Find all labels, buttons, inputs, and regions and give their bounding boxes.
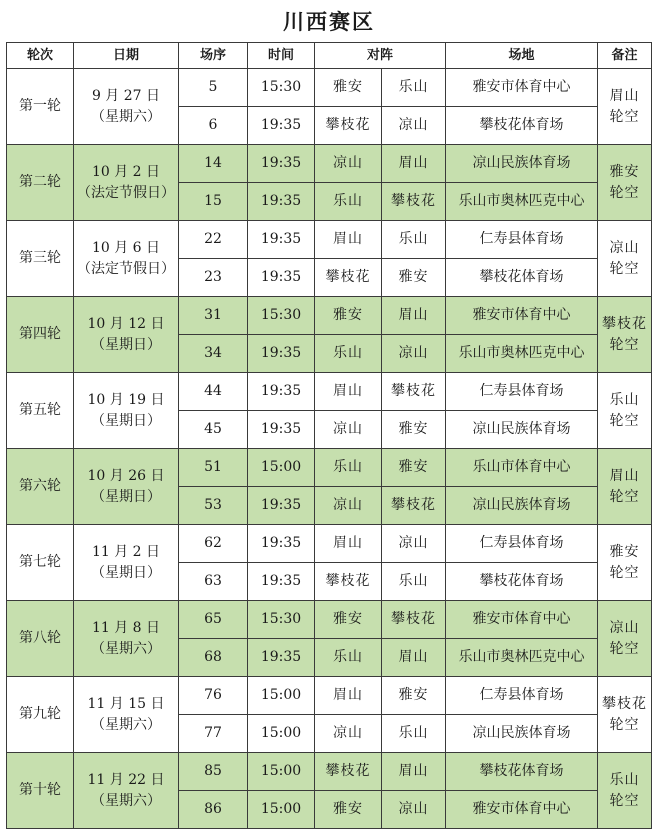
date-cell — [74, 601, 179, 677]
away-team-cell: 雅安 — [382, 449, 446, 487]
table-row — [7, 373, 652, 411]
table-row — [7, 601, 652, 639]
match-no-cell: 77 — [179, 715, 248, 753]
date-text: 10 月 2 日 — [91, 163, 161, 180]
schedule-table — [6, 42, 652, 829]
home-team-cell: 凉山 — [315, 715, 382, 753]
home-team-cell: 凉山 — [315, 411, 382, 449]
home-team-cell: 雅安 — [315, 791, 382, 829]
time-cell: 19:35 — [248, 259, 315, 297]
time-cell: 15:30 — [248, 601, 315, 639]
header-match-no: 场序 — [179, 43, 248, 69]
weekday-text: （法定节假日） — [77, 260, 175, 277]
away-team-cell: 眉山 — [382, 297, 446, 335]
home-team-cell: 乐山 — [315, 639, 382, 677]
match-no-cell: 22 — [179, 221, 248, 259]
header-venue: 场地 — [446, 43, 598, 69]
note-cell: 眉山 轮空 — [598, 69, 652, 145]
note-cell: 眉山 轮空 — [598, 449, 652, 525]
table-row — [7, 525, 652, 563]
away-team-cell: 凉山 — [382, 791, 446, 829]
note-cell: 雅安 轮空 — [598, 145, 652, 221]
date-text: 11 月 8 日 — [91, 619, 161, 636]
time-cell: 19:35 — [248, 183, 315, 221]
time-cell: 15:30 — [248, 69, 315, 107]
time-cell: 19:35 — [248, 221, 315, 259]
away-team-cell: 攀枝花 — [382, 601, 446, 639]
header-note: 备注 — [598, 43, 652, 69]
match-no-cell: 6 — [179, 107, 248, 145]
round-cell: 第三轮 — [7, 221, 74, 297]
home-team-cell: 雅安 — [315, 297, 382, 335]
date-text: 10 月 6 日 — [91, 239, 161, 256]
header-round: 轮次 — [7, 43, 74, 69]
time-cell: 19:35 — [248, 373, 315, 411]
date-cell — [74, 145, 179, 221]
venue-cell: 攀枝花体育场 — [446, 753, 598, 791]
venue-cell: 仁寿县体育场 — [446, 221, 598, 259]
time-cell: 15:30 — [248, 297, 315, 335]
venue-cell: 乐山市奥林匹克中心 — [446, 639, 598, 677]
venue-cell: 攀枝花体育场 — [446, 259, 598, 297]
round-cell: 第八轮 — [7, 601, 74, 677]
time-cell: 19:35 — [248, 639, 315, 677]
weekday-text: （星期六） — [91, 792, 161, 809]
header-row — [7, 43, 652, 69]
time-cell: 19:35 — [248, 525, 315, 563]
venue-cell: 仁寿县体育场 — [446, 677, 598, 715]
home-team-cell: 凉山 — [315, 487, 382, 525]
time-cell: 15:00 — [248, 677, 315, 715]
note-cell: 凉山 轮空 — [598, 601, 652, 677]
home-team-cell: 乐山 — [315, 183, 382, 221]
home-team-cell: 乐山 — [315, 449, 382, 487]
match-no-cell: 65 — [179, 601, 248, 639]
home-team-cell: 攀枝花 — [315, 563, 382, 601]
venue-cell: 仁寿县体育场 — [446, 525, 598, 563]
time-cell: 19:35 — [248, 487, 315, 525]
note-cell: 雅安 轮空 — [598, 525, 652, 601]
away-team-cell: 攀枝花 — [382, 183, 446, 221]
page-title: 川西赛区 — [283, 9, 375, 34]
venue-cell: 雅安市体育中心 — [446, 791, 598, 829]
date-cell — [74, 297, 179, 373]
away-team-cell: 乐山 — [382, 69, 446, 107]
home-team-cell: 雅安 — [315, 601, 382, 639]
match-no-cell: 45 — [179, 411, 248, 449]
time-cell: 15:00 — [248, 715, 315, 753]
date-cell — [74, 753, 179, 829]
home-team-cell: 攀枝花 — [315, 107, 382, 145]
away-team-cell: 凉山 — [382, 525, 446, 563]
match-no-cell: 5 — [179, 69, 248, 107]
date-cell — [74, 449, 179, 525]
home-team-cell: 攀枝花 — [315, 259, 382, 297]
date-text: 10 月 26 日 — [87, 467, 165, 484]
home-team-cell: 眉山 — [315, 373, 382, 411]
weekday-text: （星期日） — [91, 336, 161, 353]
venue-cell: 凉山民族体育场 — [446, 411, 598, 449]
note-cell: 攀枝花 轮空 — [598, 677, 652, 753]
away-team-cell: 乐山 — [382, 221, 446, 259]
header-matchup: 对阵 — [315, 43, 446, 69]
away-team-cell: 乐山 — [382, 715, 446, 753]
round-cell: 第四轮 — [7, 297, 74, 373]
venue-cell: 仁寿县体育场 — [446, 373, 598, 411]
time-cell: 19:35 — [248, 335, 315, 373]
time-cell: 19:35 — [248, 145, 315, 183]
note-cell: 乐山 轮空 — [598, 753, 652, 829]
venue-cell: 乐山市奥林匹克中心 — [446, 183, 598, 221]
venue-cell: 雅安市体育中心 — [446, 601, 598, 639]
match-no-cell: 31 — [179, 297, 248, 335]
match-no-cell: 44 — [179, 373, 248, 411]
date-text: 9 月 27 日 — [91, 87, 161, 104]
round-cell: 第九轮 — [7, 677, 74, 753]
date-cell — [74, 677, 179, 753]
venue-cell: 雅安市体育中心 — [446, 297, 598, 335]
note-cell: 凉山 轮空 — [598, 221, 652, 297]
home-team-cell: 雅安 — [315, 69, 382, 107]
weekday-text: （星期六） — [91, 640, 161, 657]
home-team-cell: 眉山 — [315, 677, 382, 715]
table-row — [7, 221, 652, 259]
time-cell: 19:35 — [248, 563, 315, 601]
weekday-text: （星期六） — [91, 108, 161, 125]
table-row — [7, 69, 652, 107]
date-text: 10 月 19 日 — [87, 391, 165, 408]
away-team-cell: 雅安 — [382, 677, 446, 715]
round-cell: 第六轮 — [7, 449, 74, 525]
weekday-text: （星期六） — [91, 716, 161, 733]
away-team-cell: 凉山 — [382, 107, 446, 145]
time-cell: 15:00 — [248, 753, 315, 791]
date-cell — [74, 221, 179, 297]
round-cell: 第十轮 — [7, 753, 74, 829]
venue-cell: 凉山民族体育场 — [446, 487, 598, 525]
away-team-cell: 攀枝花 — [382, 487, 446, 525]
header-date: 日期 — [74, 43, 179, 69]
match-no-cell: 51 — [179, 449, 248, 487]
away-team-cell: 凉山 — [382, 335, 446, 373]
venue-cell: 攀枝花体育场 — [446, 563, 598, 601]
away-team-cell: 眉山 — [382, 145, 446, 183]
date-text: 11 月 2 日 — [91, 543, 161, 560]
home-team-cell: 眉山 — [315, 221, 382, 259]
away-team-cell: 雅安 — [382, 411, 446, 449]
match-no-cell: 53 — [179, 487, 248, 525]
weekday-text: （星期日） — [91, 488, 161, 505]
away-team-cell: 攀枝花 — [382, 373, 446, 411]
time-cell: 15:00 — [248, 449, 315, 487]
match-no-cell: 34 — [179, 335, 248, 373]
match-no-cell: 85 — [179, 753, 248, 791]
away-team-cell: 雅安 — [382, 259, 446, 297]
schedule-body — [7, 69, 652, 829]
time-cell: 15:00 — [248, 791, 315, 829]
venue-cell: 凉山民族体育场 — [446, 145, 598, 183]
table-row — [7, 677, 652, 715]
match-no-cell: 76 — [179, 677, 248, 715]
table-row — [7, 297, 652, 335]
venue-cell: 乐山市体育中心 — [446, 449, 598, 487]
venue-cell: 雅安市体育中心 — [446, 69, 598, 107]
away-team-cell: 乐山 — [382, 563, 446, 601]
header-time: 时间 — [248, 43, 315, 69]
match-no-cell: 23 — [179, 259, 248, 297]
round-cell: 第七轮 — [7, 525, 74, 601]
table-row — [7, 753, 652, 791]
round-cell: 第二轮 — [7, 145, 74, 221]
home-team-cell: 凉山 — [315, 145, 382, 183]
table-row — [7, 145, 652, 183]
time-cell: 19:35 — [248, 107, 315, 145]
weekday-text: （法定节假日） — [77, 184, 175, 201]
match-no-cell: 14 — [179, 145, 248, 183]
round-cell: 第一轮 — [7, 69, 74, 145]
date-text: 11 月 22 日 — [87, 771, 165, 788]
date-text: 11 月 15 日 — [87, 695, 165, 712]
date-cell — [74, 525, 179, 601]
match-no-cell: 63 — [179, 563, 248, 601]
home-team-cell: 乐山 — [315, 335, 382, 373]
match-no-cell: 62 — [179, 525, 248, 563]
round-cell: 第五轮 — [7, 373, 74, 449]
date-cell — [74, 373, 179, 449]
match-no-cell: 68 — [179, 639, 248, 677]
date-text: 10 月 12 日 — [87, 315, 165, 332]
away-team-cell: 眉山 — [382, 753, 446, 791]
weekday-text: （星期日） — [91, 412, 161, 429]
home-team-cell: 攀枝花 — [315, 753, 382, 791]
note-cell: 攀枝花 轮空 — [598, 297, 652, 373]
match-no-cell: 86 — [179, 791, 248, 829]
venue-cell: 攀枝花体育场 — [446, 107, 598, 145]
home-team-cell: 眉山 — [315, 525, 382, 563]
match-no-cell: 15 — [179, 183, 248, 221]
venue-cell: 凉山民族体育场 — [446, 715, 598, 753]
away-team-cell: 眉山 — [382, 639, 446, 677]
date-cell — [74, 69, 179, 145]
note-cell: 乐山 轮空 — [598, 373, 652, 449]
weekday-text: （星期日） — [91, 564, 161, 581]
time-cell: 19:35 — [248, 411, 315, 449]
table-row — [7, 449, 652, 487]
venue-cell: 乐山市奥林匹克中心 — [446, 335, 598, 373]
